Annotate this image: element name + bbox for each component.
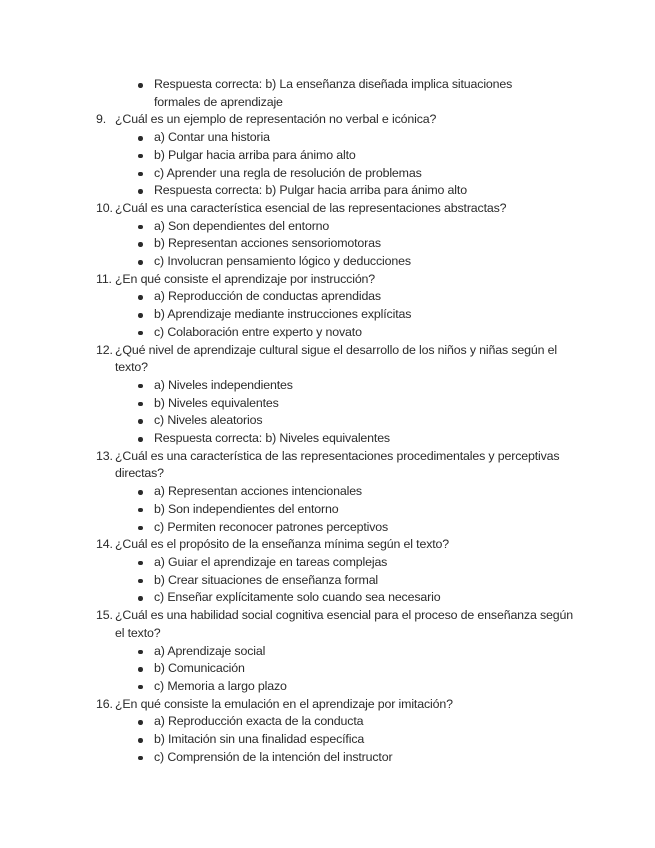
answer-line: Respuesta correcta: b) La enseñanza diseñada implica situaciones: [154, 77, 513, 91]
option-item: a) Reproducción exacta de la conducta: [96, 713, 576, 731]
option-item: b) Crear situaciones de enseñanza formal: [96, 572, 576, 590]
question-11: [96, 271, 576, 289]
option-item: a) Son dependientes del entorno: [96, 218, 576, 236]
option-item: b) Aprendizaje mediante instrucciones explícitas: [96, 306, 576, 324]
option-item: b) Imitación sin una finalidad específica: [96, 731, 576, 749]
option-item: c) Aprender una regla de resolución de problemas: [96, 165, 576, 183]
question-text: ¿Cuál es el propósito de la enseñanza mínima según el texto?: [115, 537, 450, 552]
question-text: ¿Cuál es una habilidad social cognitiva esencial para el proceso de enseñanza según el texto?: [115, 608, 574, 640]
option-item: b) Representan acciones sensoriomotoras: [96, 235, 576, 253]
option-item: c) Involucran pensamiento lógico y deducciones: [96, 253, 576, 271]
question-text: ¿En qué consiste la emulación en el aprendizaje por imitación?: [115, 696, 453, 711]
question-9: [96, 111, 576, 129]
question-text: ¿Cuál es una característica esencial de las representaciones abstractas?: [115, 200, 507, 215]
option-item: c) Enseñar explícitamente solo cuando sea necesario: [96, 589, 576, 607]
option-item: c) Colaboración entre experto y novato: [96, 324, 576, 342]
option-item: c) Niveles aleatorios: [96, 412, 576, 430]
answer-item: Respuesta correcta: b) Niveles equivalentes: [96, 430, 576, 448]
option-item: b) Pulgar hacia arriba para ánimo alto: [96, 147, 576, 165]
option-item: b) Comunicación: [96, 660, 576, 678]
question-text: ¿Cuál es una característica de las representaciones procedimentales y perceptivas directas?: [115, 448, 560, 481]
question-14: [96, 536, 576, 554]
question-text: ¿Cuál es un ejemplo de representación no verbal e icónica?: [115, 112, 437, 127]
question-text: ¿Qué nivel de aprendizaje cultural sigue el desarrollo de los niños y niñas según el texto?: [115, 342, 557, 375]
question-number: 9.: [96, 112, 107, 127]
option-item: a) Representan acciones intencionales: [96, 483, 576, 501]
option-item: a) Aprendizaje social: [96, 643, 576, 661]
question-12: [96, 342, 576, 377]
option-item: b) Niveles equivalentes: [96, 395, 576, 413]
question-13: [96, 448, 576, 483]
option-item: a) Contar una historia: [96, 129, 576, 147]
question-15: [96, 607, 576, 642]
question-number: 15.: [96, 608, 113, 623]
question-number: 14.: [96, 537, 113, 552]
answer-item: Respuesta correcta: b) Pulgar hacia arriba para ánimo alto: [96, 182, 576, 200]
question-text: ¿En qué consiste el aprendizaje por instrucción?: [115, 271, 376, 286]
option-item: a) Reproducción de conductas aprendidas: [96, 288, 576, 306]
option-item: c) Permiten reconocer patrones perceptivos: [96, 519, 576, 537]
question-number: 11.: [96, 271, 112, 286]
option-item: c) Comprensión de la intención del instructor: [96, 749, 576, 767]
option-item: b) Son independientes del entorno: [96, 501, 576, 519]
question-number: 10.: [96, 200, 113, 215]
quiz-content: [96, 76, 576, 766]
question-number: 16.: [96, 696, 113, 711]
answer-line: formales de aprendizaje: [154, 94, 283, 109]
option-item: a) Guiar el aprendizaje en tareas complejas: [96, 554, 576, 572]
question-number: 13.: [96, 448, 113, 463]
answer-item: [96, 76, 576, 111]
option-item: c) Memoria a largo plazo: [96, 678, 576, 696]
option-item: a) Niveles independientes: [96, 377, 576, 395]
question-10: [96, 200, 576, 218]
question-16: [96, 696, 576, 714]
question-number: 12.: [96, 342, 113, 357]
